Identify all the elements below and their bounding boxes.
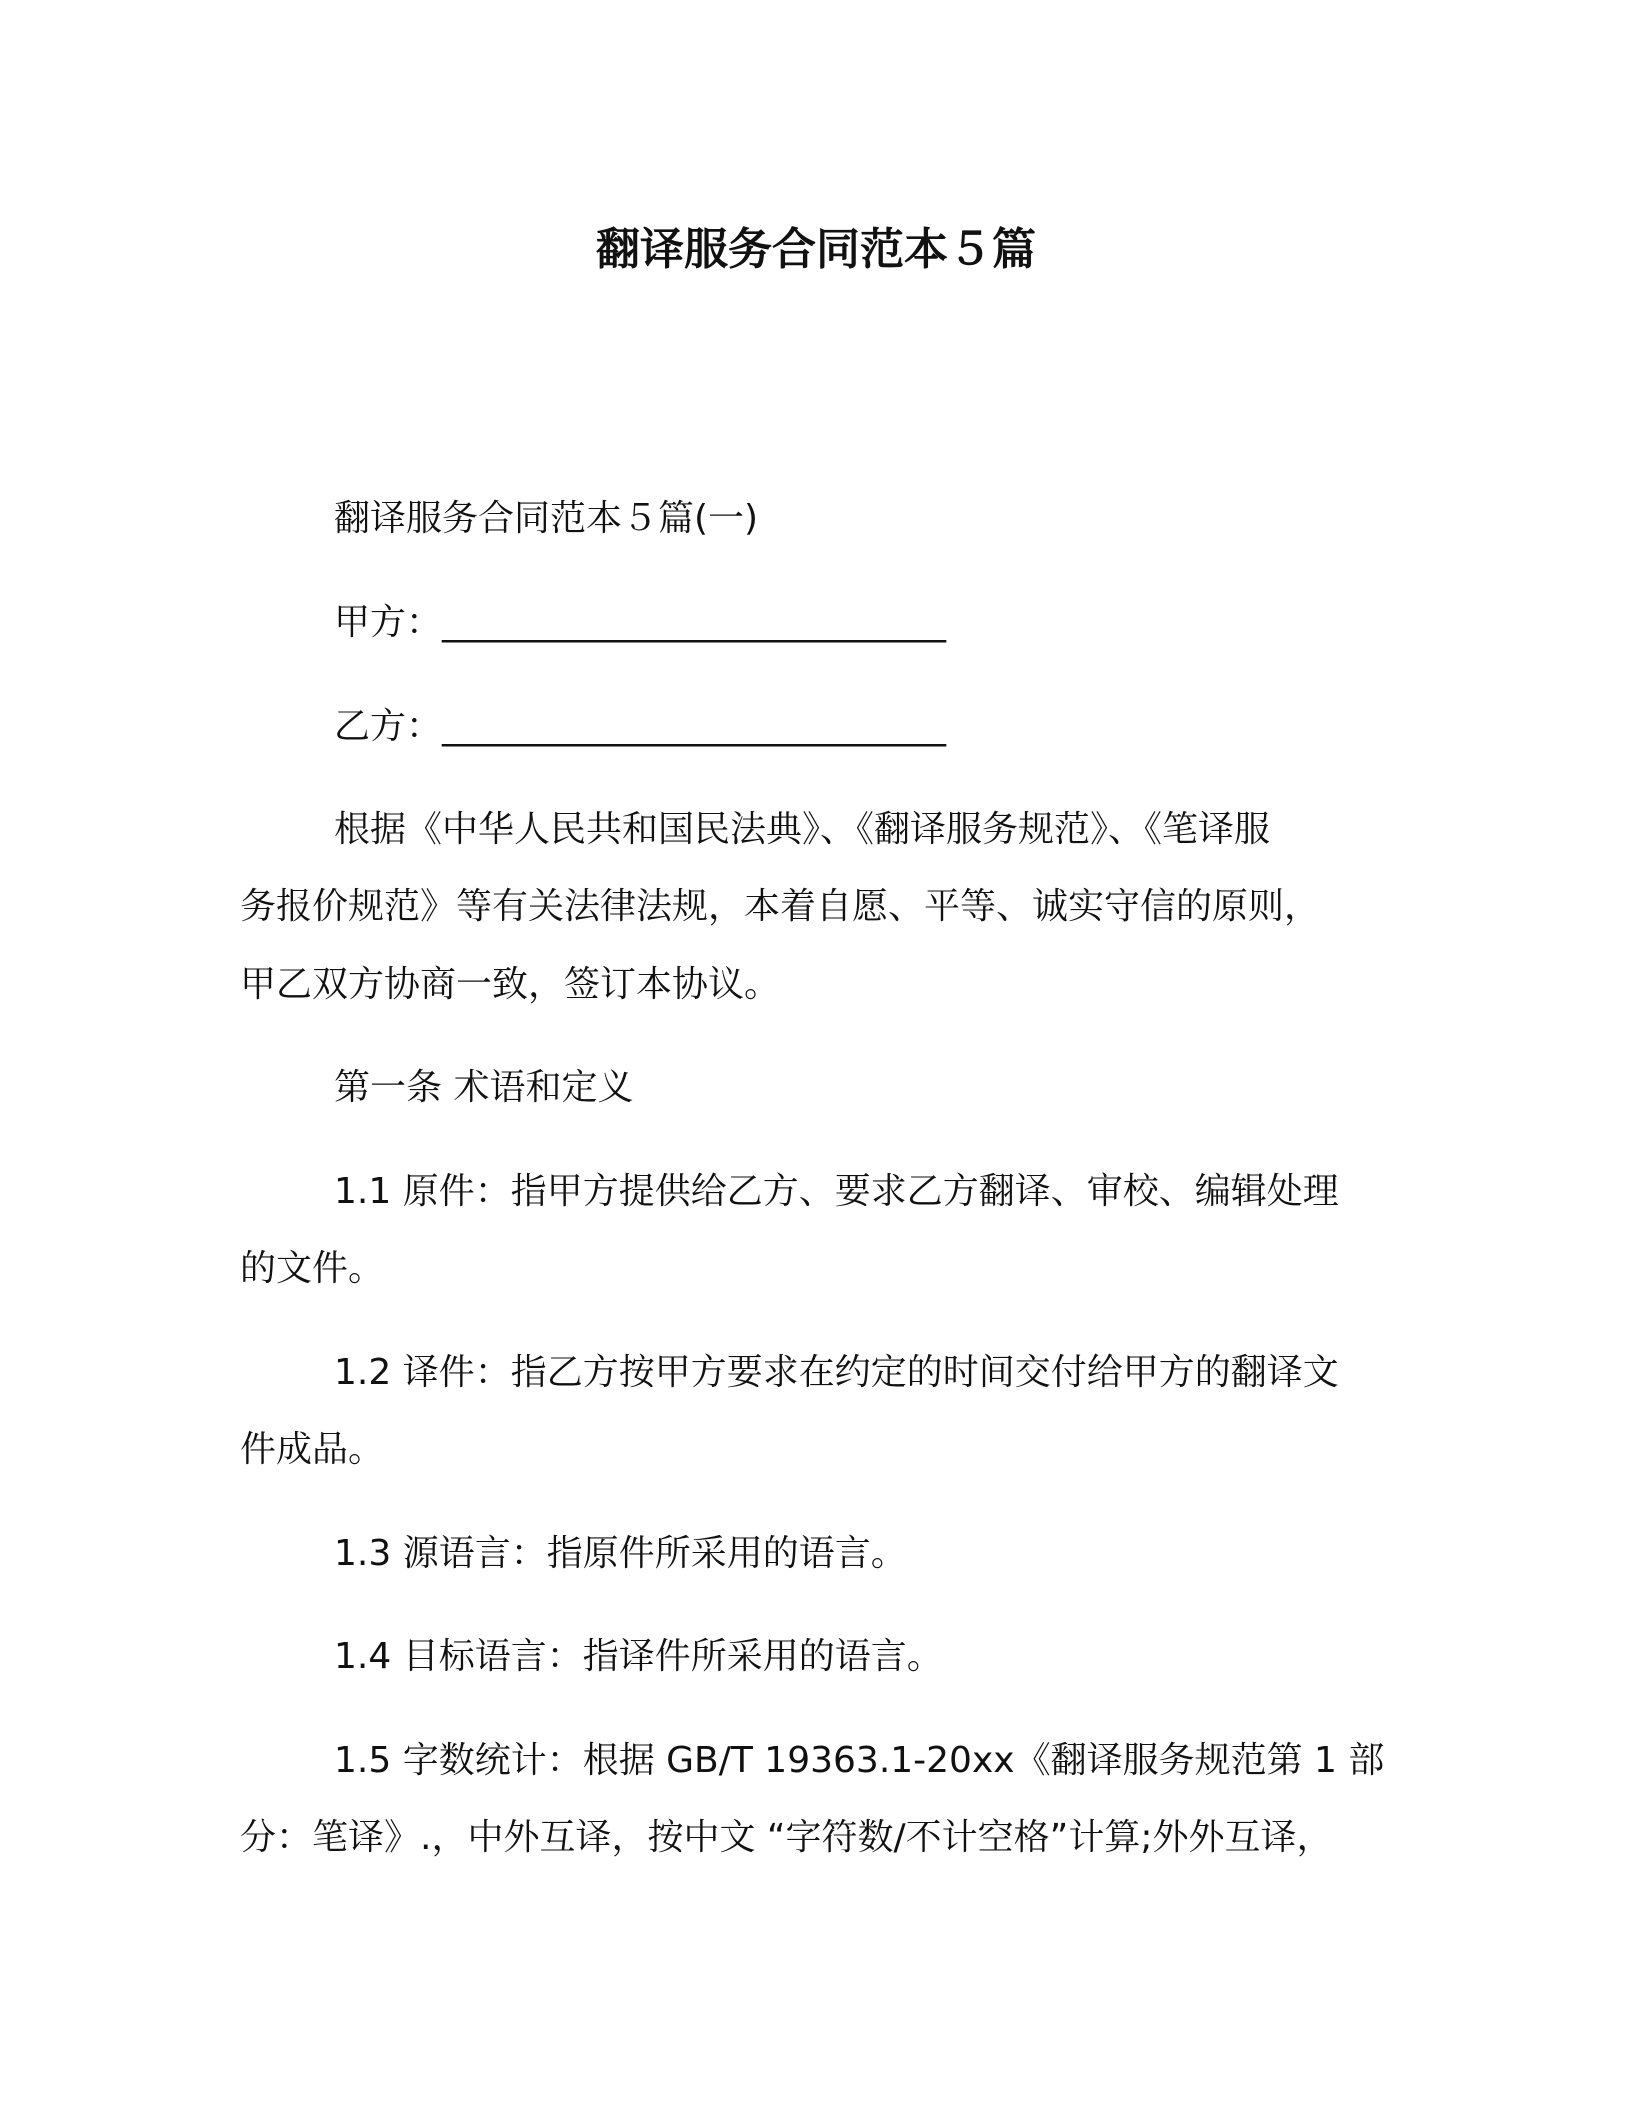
article-1-heading: 第一条 术语和定义 bbox=[334, 1067, 634, 1108]
definition-1-3: 1.3 源语言：指原件所采用的语言。 bbox=[334, 1533, 907, 1574]
definition-1-5-line-2: 分：笔译》.，中外互译，按中文 “字符数/不计空格”计算;外外互译， bbox=[240, 1817, 1333, 1858]
party-a-line: 甲方：____________________________ bbox=[334, 602, 947, 643]
section-subtitle: 翻译服务合同范本５篇(一) bbox=[334, 498, 759, 539]
definition-1-5-line-1: 1.5 字数统计：根据 GB/T 19363.1-20xx《翻译服务规范第 1 部 bbox=[334, 1740, 1385, 1781]
preamble-line-2: 务报价规范》等有关法律法规，本着自愿、平等、诚实守信的原则， bbox=[240, 886, 1321, 927]
preamble-line-3: 甲乙双方协商一致，签订本协议。 bbox=[240, 964, 781, 1005]
preamble-line-1: 根据《中华人民共和国民法典》、《翻译服务规范》、《笔译服 bbox=[334, 809, 1271, 850]
definition-1-4: 1.4 目标语言：指译件所采用的语言。 bbox=[334, 1636, 943, 1677]
definition-1-1-line-1: 1.1 原件：指甲方提供给乙方、要求乙方翻译、审校、编辑处理 bbox=[334, 1171, 1339, 1212]
party-b-line: 乙方：____________________________ bbox=[334, 706, 947, 747]
definition-1-2-line-2: 件成品。 bbox=[240, 1429, 385, 1470]
document-title: 翻译服务合同范本５篇 bbox=[596, 224, 1036, 275]
definition-1-2-line-1: 1.2 译件：指乙方按甲方要求在约定的时间交付给甲方的翻译文 bbox=[334, 1352, 1339, 1393]
definition-1-1-line-2: 的文件。 bbox=[240, 1248, 385, 1289]
